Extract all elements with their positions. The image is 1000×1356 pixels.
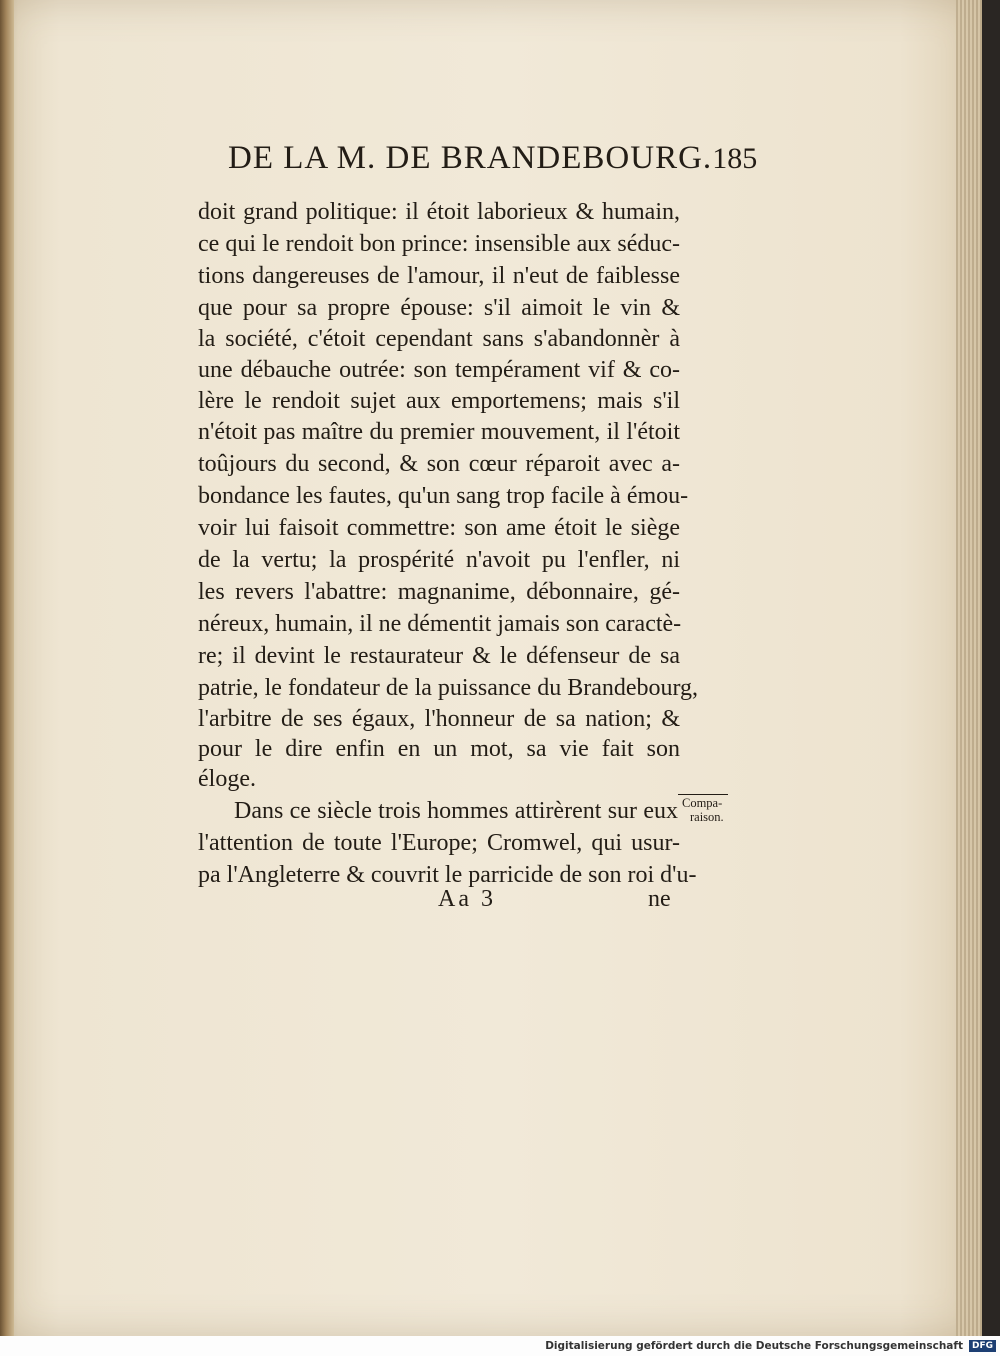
catchword: ne [648, 886, 671, 912]
margin-rule [678, 794, 728, 795]
text-line: lère le rendoit sujet aux emportemens; mais s'il [198, 388, 680, 414]
text-line: tions dangereuses de l'amour, il n'eut de faiblesse [198, 263, 680, 289]
text-line: la société, c'étoit cependant sans s'abandonnèr à [198, 326, 680, 352]
text-line: éloge. [198, 766, 256, 792]
text-line: néreux, humain, il ne démentit jamais son caractè- [198, 611, 682, 637]
margin-note [682, 796, 728, 825]
text-line: l'attention de toute l'Europe; Cromwel, qui usur- [198, 830, 680, 856]
text-line: pa l'Angleterre & couvrit le parricide de son roi d'u- [198, 862, 697, 888]
text-line: n'étoit pas maître du premier mouvement, il l'étoit [198, 419, 680, 445]
text-line: doit grand politique: il étoit laborieux & humain, [198, 199, 680, 225]
text-line: pour le dire enfin en un mot, sa vie fait son [198, 736, 680, 762]
margin-note-line: Compa- [682, 796, 723, 810]
text-line: ce qui le rendoit bon prince: insensible aux séduc- [198, 231, 680, 257]
text-line: une débauche outrée: son tempérament vif & co- [198, 357, 680, 383]
text-line: re; il devint le restaurateur & le défenseur de sa [198, 643, 680, 669]
dfg-logo: DFG [969, 1340, 996, 1352]
footer-bar [0, 1336, 1000, 1356]
text-line: voir lui faisoit commettre: son ame étoit le siège [198, 515, 680, 541]
text-line: les revers l'abattre: magnanime, débonnaire, gé- [198, 579, 680, 605]
page-header [228, 140, 758, 177]
footer-credit: Digitalisierung gefördert durch die Deutsche Forschungsgemeinschaft [545, 1340, 963, 1352]
text-line: patrie, le fondateur de la puissance du Brandebourg, [198, 675, 699, 701]
text-line: de la vertu; la prospérité n'avoit pu l'enfler, ni [198, 547, 680, 573]
running-head: DE LA M. DE BRANDEBOURG. [228, 140, 713, 176]
text-line: Dans ce siècle trois hommes attirèrent sur eux [234, 798, 678, 824]
text-line: bondance les fautes, qu'un sang trop facile à émou- [198, 483, 689, 509]
text-line: toûjours du second, & son cœur réparoit avec a- [198, 451, 680, 477]
page-number: 185 [712, 142, 758, 175]
margin-note-line: raison. [690, 810, 724, 825]
signature-mark: Aa 3 [438, 886, 496, 912]
text-line: l'arbitre de ses égaux, l'honneur de sa nation; & [198, 706, 680, 732]
text-line: que pour sa propre épouse: s'il aimoit le vin & [198, 295, 680, 321]
